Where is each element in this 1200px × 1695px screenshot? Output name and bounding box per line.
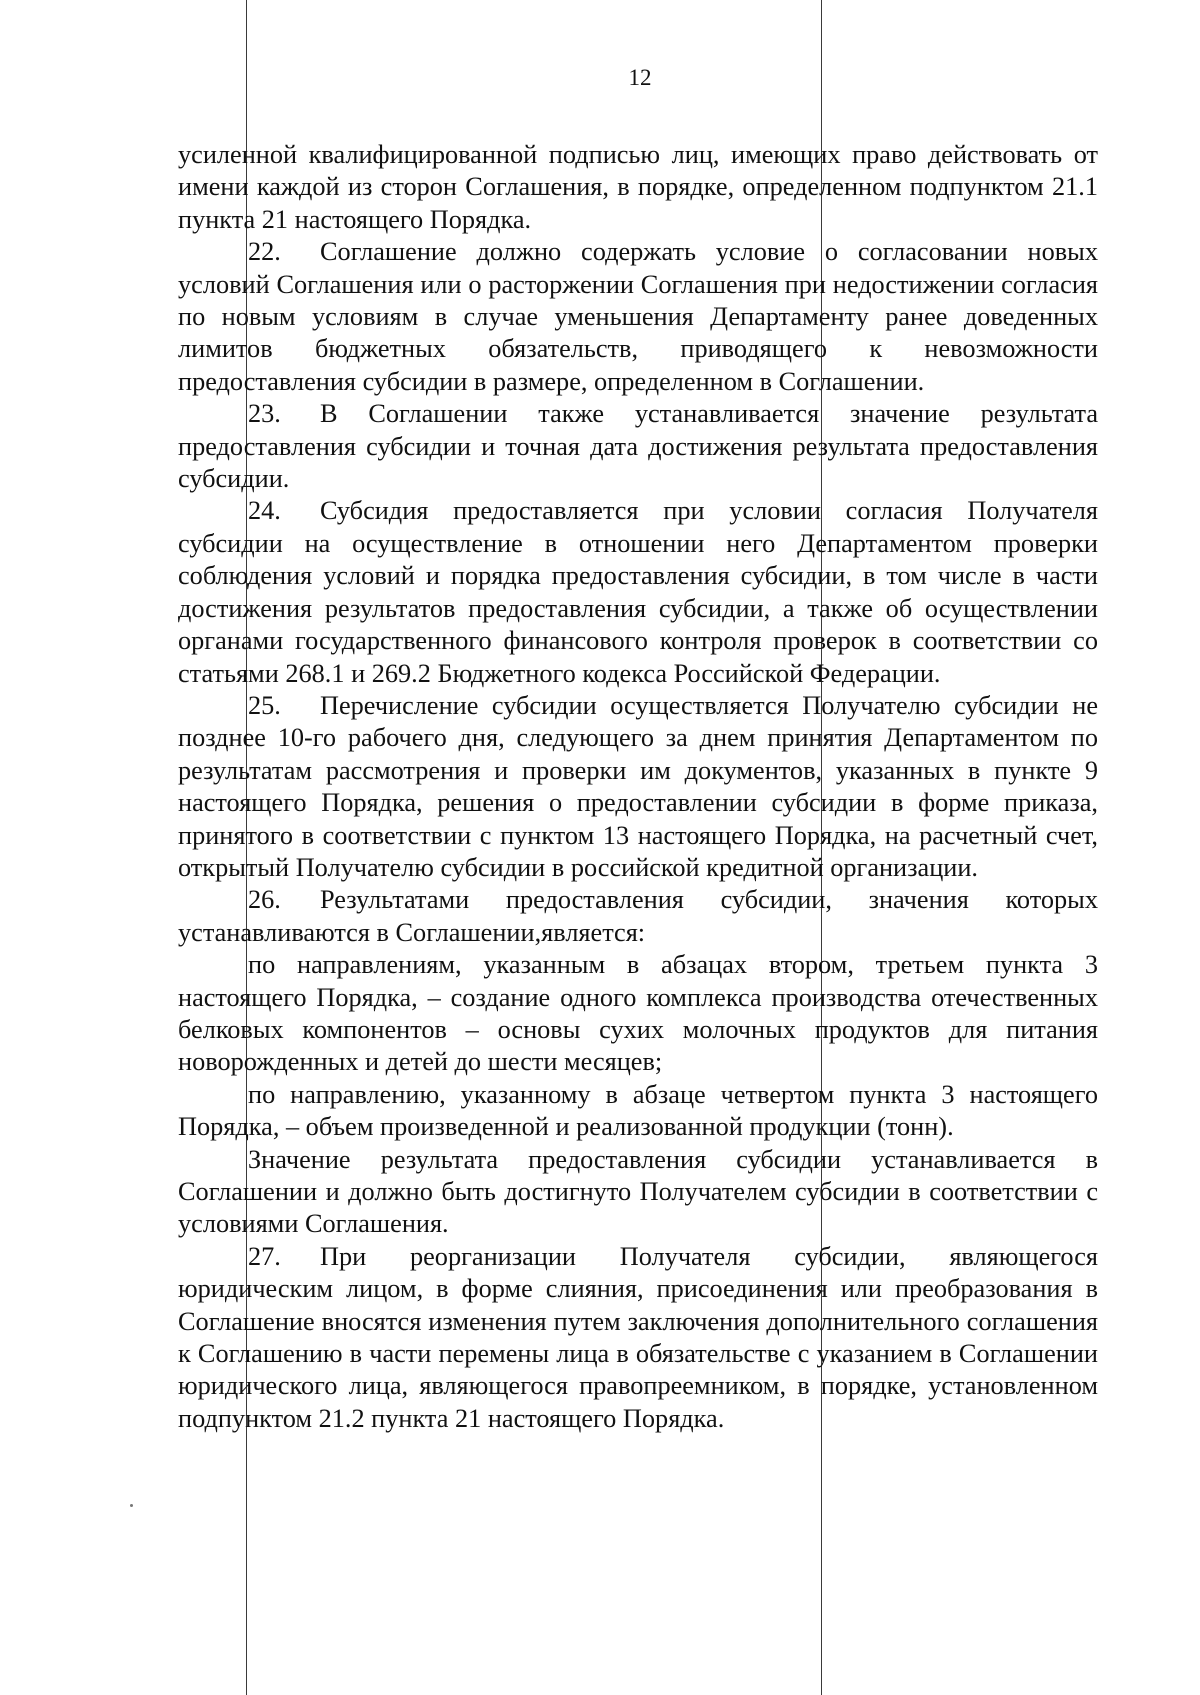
- paragraph-text: по направлению, указанному в абзаце четвертом пункта 3 настоящего Порядка, – объем произведенной и реализованной продукции (тонн).: [178, 1079, 1098, 1142]
- paragraph-text: При реорганизации Получателя субсидии, являющегося юридическим лицом, в форме слияния, присоединения или преобразования в Соглашение вносятся изменения путем заключения дополнительного соглашения к Соглашению в части перемены лица в обязательстве с указанием в Соглашении юридического лица, являющегося правопреемником, в порядке, установленном подпунктом 21.2 пункта 21 настоящего Порядка.: [178, 1241, 1098, 1433]
- paragraph-text: Перечисление субсидии осуществляется Получателю субсидии не позднее 10-го рабочего дня, следующего за днем принятия Департаментом по результатам рассмотрения и проверки им документов, указанных в пункте 9 настоящего Порядка, решения о предоставлении субсидии в форме приказа, принятого в соответствии с пунктом 13 настоящего Порядка, на расчетный счет, открытый Получателю субсидии в российской кредитной организации.: [178, 690, 1098, 882]
- paragraph-26-result-value: [178, 1144, 1098, 1241]
- scan-speck: [130, 1504, 133, 1507]
- paragraph-continuation: [178, 139, 1098, 236]
- paragraph-23: [178, 398, 1098, 495]
- paragraph-26-item-2: [178, 1079, 1098, 1144]
- paragraph-25: [178, 690, 1098, 884]
- paragraph-number: 25.: [248, 690, 281, 720]
- paragraph-text: по направлениям, указанным в абзацах втором, третьем пункта 3 настоящего Порядка, – создание одного комплекса производства отечественных белковых компонентов – основы сухих молочных продуктов для питания новорожденных и детей до шести месяцев;: [178, 950, 1098, 1077]
- paragraph-26: [178, 884, 1098, 949]
- document-body: [178, 139, 1098, 1435]
- paragraph-number: 23.: [248, 399, 281, 429]
- page-number: 12: [628, 65, 652, 90]
- paragraph-text: Соглашение должно содержать условие о согласовании новых условий Соглашения или о расторжении Соглашения при недостижении согласия по новым условиям в случае уменьшения Департаменту ранее доведенных лимитов бюджетных обязательств, приводящего к невозможности предоставления субсидии в размере, определенном в Соглашении.: [178, 237, 1098, 396]
- paragraph-26-item-1: [178, 949, 1098, 1079]
- paragraph-text: В Соглашении также устанавливается значение результата предоставления субсидии и точная дата достижения результата предоставления субсидии.: [178, 399, 1098, 494]
- paragraph-number: 22.: [248, 237, 281, 267]
- paragraph-text: Результатами предоставления субсидии, значения которых устанавливаются в Соглашении,является:: [178, 885, 1098, 947]
- paragraph-number: 24.: [248, 496, 281, 526]
- paragraph-number: 27.: [248, 1241, 281, 1271]
- paragraph-text: усиленной квалифицированной подписью лиц, имеющих право действовать от имени каждой из сторон Соглашения, в порядке, определенном подпунктом 21.1 пункта 21 настоящего Порядка.: [178, 140, 1098, 234]
- paragraph-27: [178, 1241, 1098, 1435]
- paragraph-text: Значение результата предоставления субсидии устанавливается в Соглашении и должно быть достигнуто Получателем субсидии в соответствии с условиями Соглашения.: [178, 1144, 1098, 1239]
- paragraph-22: [178, 236, 1098, 398]
- paragraph-24: [178, 495, 1098, 689]
- paragraph-text: Субсидия предоставляется при условии согласия Получателя субсидии на осуществление в отношении него Департаментом проверки соблюдения условий и порядка предоставления субсидии, в том числе в части достижения результатов предоставления субсидии, а также об осуществлении органами государственного финансового контроля проверок в соответствии со статьями 268.1 и 269.2 Бюджетного кодекса Российской Федерации.: [178, 496, 1098, 688]
- paragraph-number: 26.: [248, 885, 281, 915]
